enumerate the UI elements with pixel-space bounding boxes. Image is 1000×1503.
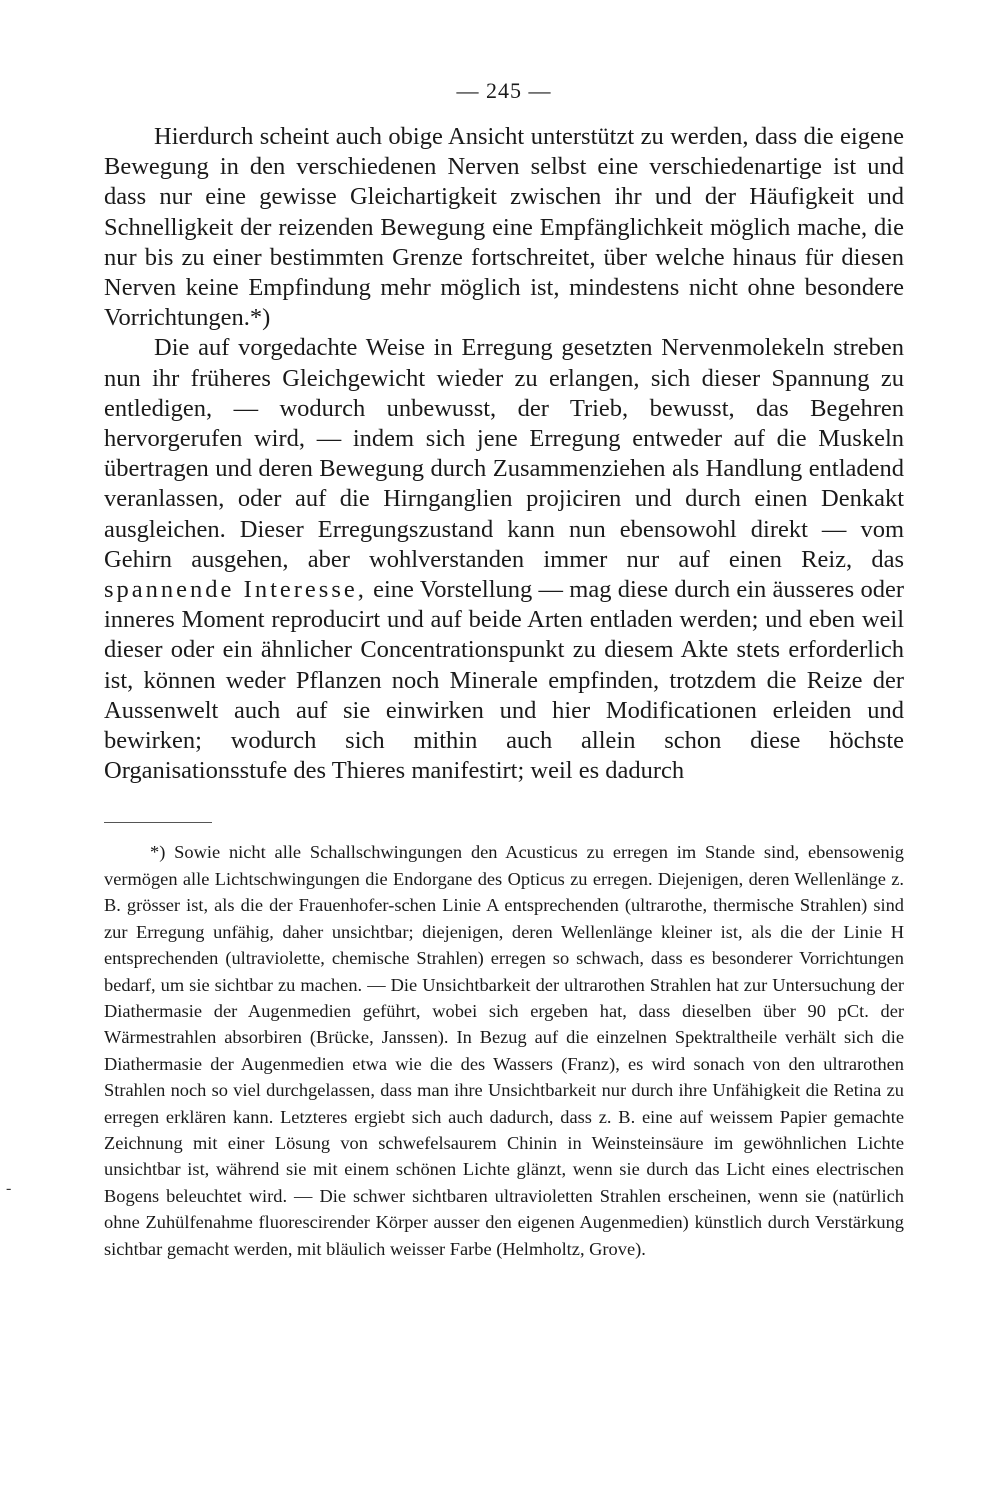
paragraph-2-part-2: eine Vorstellung — mag diese durch ein äusseres oder inneres Moment reproducirt und auf beide Arten entladen werden; und eben weil dieser oder ein ähnlicher Concentrationspunkt zu diesem Akte stets erforderlich ist, können weder Pflanzen noch Minerale empfinden, trotzdem die Reize der Aussenwelt auch auf sie einwirken und hier Modificationen erleiden und bewirken; wodurch sich mithin auch allein schon diese höchste Organisationsstufe des Thieres manifestirt; weil es dadurch bbox=[104, 576, 904, 785]
paragraph-1: Hierdurch scheint auch obige Ansicht unterstützt zu werden, dass die eigene Bewegung in den verschiedenen Nerven selbst eine verschiedenartige ist und dass nur eine gewisse Gleichartigkeit zwischen ihr und der Häufigkeit und Schnelligkeit der reizenden Bewegung eine Empfänglichkeit möglich mache, die nur bis zu einer bestimmten Grenze fortschreitet, über welche hinaus für diesen Nerven keine Empfindung mehr möglich ist, mindestens nicht ohne besondere Vorrichtungen.*) bbox=[104, 123, 904, 332]
margin-mark: - bbox=[6, 1180, 12, 1197]
footnote-text: *) Sowie nicht alle Schallschwingungen den Acusticus zu erregen im Stande sind, ebensowenig vermögen alle Lichtschwingungen die Endorgane des Opticus zu erregen. Diejenigen, deren Wellenlänge z. B. grösser ist, als die der Frauenhofer-schen Linie A entsprechenden (ultrarothe, thermische Strahlen) sind zur Erregung unfähig, daher unsichtbar; diejenigen, deren Wellenlänge kleiner ist, als die der Linie H entsprechenden (ultraviolette, chemische Strahlen) erregen so schwach, dass es besonderer Vorrichtungen bedarf, um sie sichtbar zu machen. — Die Unsichtbarkeit der ultrarothen Strahlen hat zur Untersuchung der Diathermasie der Augenmedien geführt, wobei sich ergeben hat, dass dieselben über 90 pCt. der Wärmestrahlen absorbiren (Brücke, Janssen). In Bezug auf die einzelnen Spektraltheile verhält sich die Diathermasie der Augenmedien etwa wie die des Wassers (Franz), es wird sonach von den ultrarothen Strahlen noch so viel durchgelassen, dass man ihre Unsichtbarkeit nur durch ihre Unfähigkeit die Retina zu erregen erklären kann. Letzteres ergiebt sich auch dadurch, dass z. B. eine auf weissem Papier gemachte Zeichnung mit einer Lösung von schwefelsaurem Chinin in Weinsteinsäure im gewöhnlichen Lichte unsichtbar ist, während sie mit einem schönen Lichte glänzt, wenn sie durch das Licht eines electrischen Bogens beleuchtet wird. — Die schwer sichtbaren ultravioletten Strahlen erscheinen, wenn sie (natürlich ohne Zuhülfenahme fluorescirender Körper ausser den eigenen Augenmedien) künstlich durch Verstärkung sichtbar gemacht werden, mit bläulich weisser Farbe (Helmholtz, Grove). bbox=[104, 842, 904, 1259]
emphasized-phrase: spannende Interesse, bbox=[104, 576, 367, 604]
footnote bbox=[104, 839, 904, 1262]
book-page bbox=[104, 78, 904, 1262]
paragraph-2-part-1: Die auf vorgedachte Weise in Erregung gesetzten Nervenmolekeln streben nun ihr früheres Gleichgewicht wieder zu erlangen, sich dieser Spannung zu entledigen, — wodurch unbewusst, der Trieb, bewusst, das Begehren hervorgerufen wird, — indem sich jene Erregung entweder auf die Muskeln übertragen und deren Bewegung durch Zusammenziehen als Handlung entladend veranlassen, oder auf die Hirnganglien projiciren und durch einen Denkakt ausgleichen. Dieser Erregungszustand kann nun ebensowohl direkt — vom Gehirn ausgehen, aber wohlverstanden immer nur auf einen Reiz, das bbox=[104, 334, 904, 573]
main-text bbox=[104, 122, 904, 786]
page-number: — 245 — bbox=[456, 78, 552, 103]
footnote-separator bbox=[104, 822, 212, 823]
paragraph-2 bbox=[104, 333, 904, 786]
